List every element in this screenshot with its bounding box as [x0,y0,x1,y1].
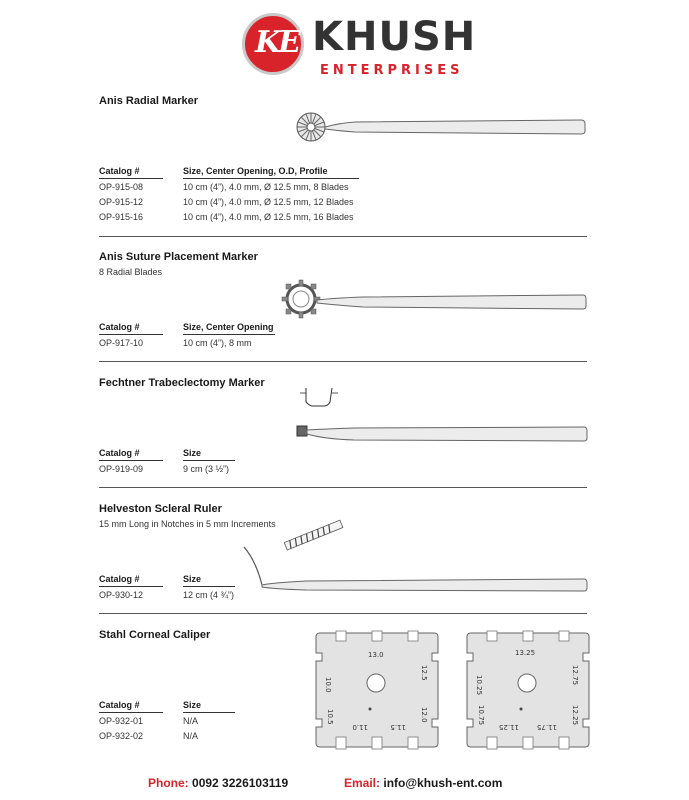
caliper-illustration-b [465,631,591,749]
header-underline [183,178,359,179]
email-label: Email: [344,776,381,790]
column-header-catalog: Catalog # [99,700,140,710]
product-subtitle: 15 mm Long in Notches in 5 mm Increments [99,519,276,529]
catalog-number: OP-915-16 [99,212,144,222]
product-spec: 10 cm (4”), 4.0 mm, Ø 12.5 mm, 8 Blades [183,182,349,192]
column-header-specs: Size [183,448,202,458]
column-header-specs: Size [183,574,202,584]
product-spec: N/A [183,716,199,726]
scleral-ruler-illustration [240,533,588,593]
product-title: Anis Suture Placement Marker [99,251,258,263]
footer-email [344,776,502,790]
header-underline [99,712,163,713]
product-spec: 12 cm (4 ¾”) [183,590,235,600]
brand-tagline: ENTERPRISES [320,63,464,78]
brand-name: KHUSH [312,14,477,60]
product-spec: 10 cm (4”), 8 mm [183,338,252,348]
caliper-label: 10.0 [324,677,332,693]
caliper-label: 11.25 [498,723,519,731]
catalog-number: OP-917-10 [99,338,144,348]
column-header-catalog: Catalog # [99,574,140,584]
caliper-label: 13.25 [515,649,536,657]
product-title: Stahl Corneal Caliper [99,629,211,641]
catalog-number: OP-932-02 [99,731,144,741]
product-spec: N/A [183,731,199,741]
product-title: Fechtner Trabeclectomy Marker [99,377,265,389]
caliper-label: 11.75 [536,723,557,731]
header-underline [183,334,275,335]
caliper-label: 13.0 [368,651,384,659]
column-header-specs: Size, Center Opening, O.D, Profile [183,166,328,176]
section-divider [99,613,587,614]
caliper-label: 12.25 [571,705,579,726]
header-underline [99,334,163,335]
phone-label: Phone: [148,776,189,790]
email-address[interactable]: info@khush-ent.com [383,776,503,790]
catalog-number: OP-932-01 [99,716,144,726]
catalog-number: OP-915-08 [99,182,144,192]
catalog-number: OP-930-12 [99,590,144,600]
caliper-label: 12.0 [420,707,428,723]
phone-number[interactable]: 0092 3226103119 [192,776,289,790]
section-divider [99,236,587,237]
section-divider [99,361,587,362]
column-header-catalog: Catalog # [99,166,140,176]
footer-phone [148,776,288,790]
logo-monogram-badge [242,13,304,75]
caliper-label: 10.25 [475,675,483,696]
catalog-number: OP-915-12 [99,197,144,207]
radial-marker-illustration [295,112,587,148]
caliper-label: 11.0 [352,723,368,731]
header-underline [99,460,163,461]
caliper-label: 10.5 [326,709,334,725]
column-header-specs: Size [183,700,202,710]
product-spec: 10 cm (4”), 4.0 mm, Ø 12.5 mm, 16 Blades [183,212,354,222]
trabeclectomy-marker-illustration [294,384,588,448]
caliper-label: 12.75 [571,665,579,686]
header-underline [99,586,163,587]
caliper-label: 10.75 [477,705,485,726]
caliper-label: 12.5 [420,665,428,681]
column-header-catalog: Catalog # [99,322,140,332]
product-spec: 10 cm (4”), 4.0 mm, Ø 12.5 mm, 12 Blades [183,197,354,207]
header-underline [99,178,163,179]
column-header-specs: Size, Center Opening [183,322,274,332]
suture-marker-illustration [283,282,587,322]
product-title: Helveston Scleral Ruler [99,503,222,515]
product-title: Anis Radial Marker [99,95,199,107]
logo-monogram: KE [255,25,298,60]
product-spec: 9 cm (3 ½”) [183,464,230,474]
product-subtitle: 8 Radial Blades [99,267,163,277]
header-underline [183,460,235,461]
caliper-label: 11.5 [390,723,406,731]
caliper-illustration-a [314,631,440,749]
header-underline [183,712,235,713]
catalog-number: OP-919-09 [99,464,144,474]
section-divider [99,487,587,488]
brand-logo [242,13,477,83]
column-header-catalog: Catalog # [99,448,140,458]
header-underline [183,586,235,587]
